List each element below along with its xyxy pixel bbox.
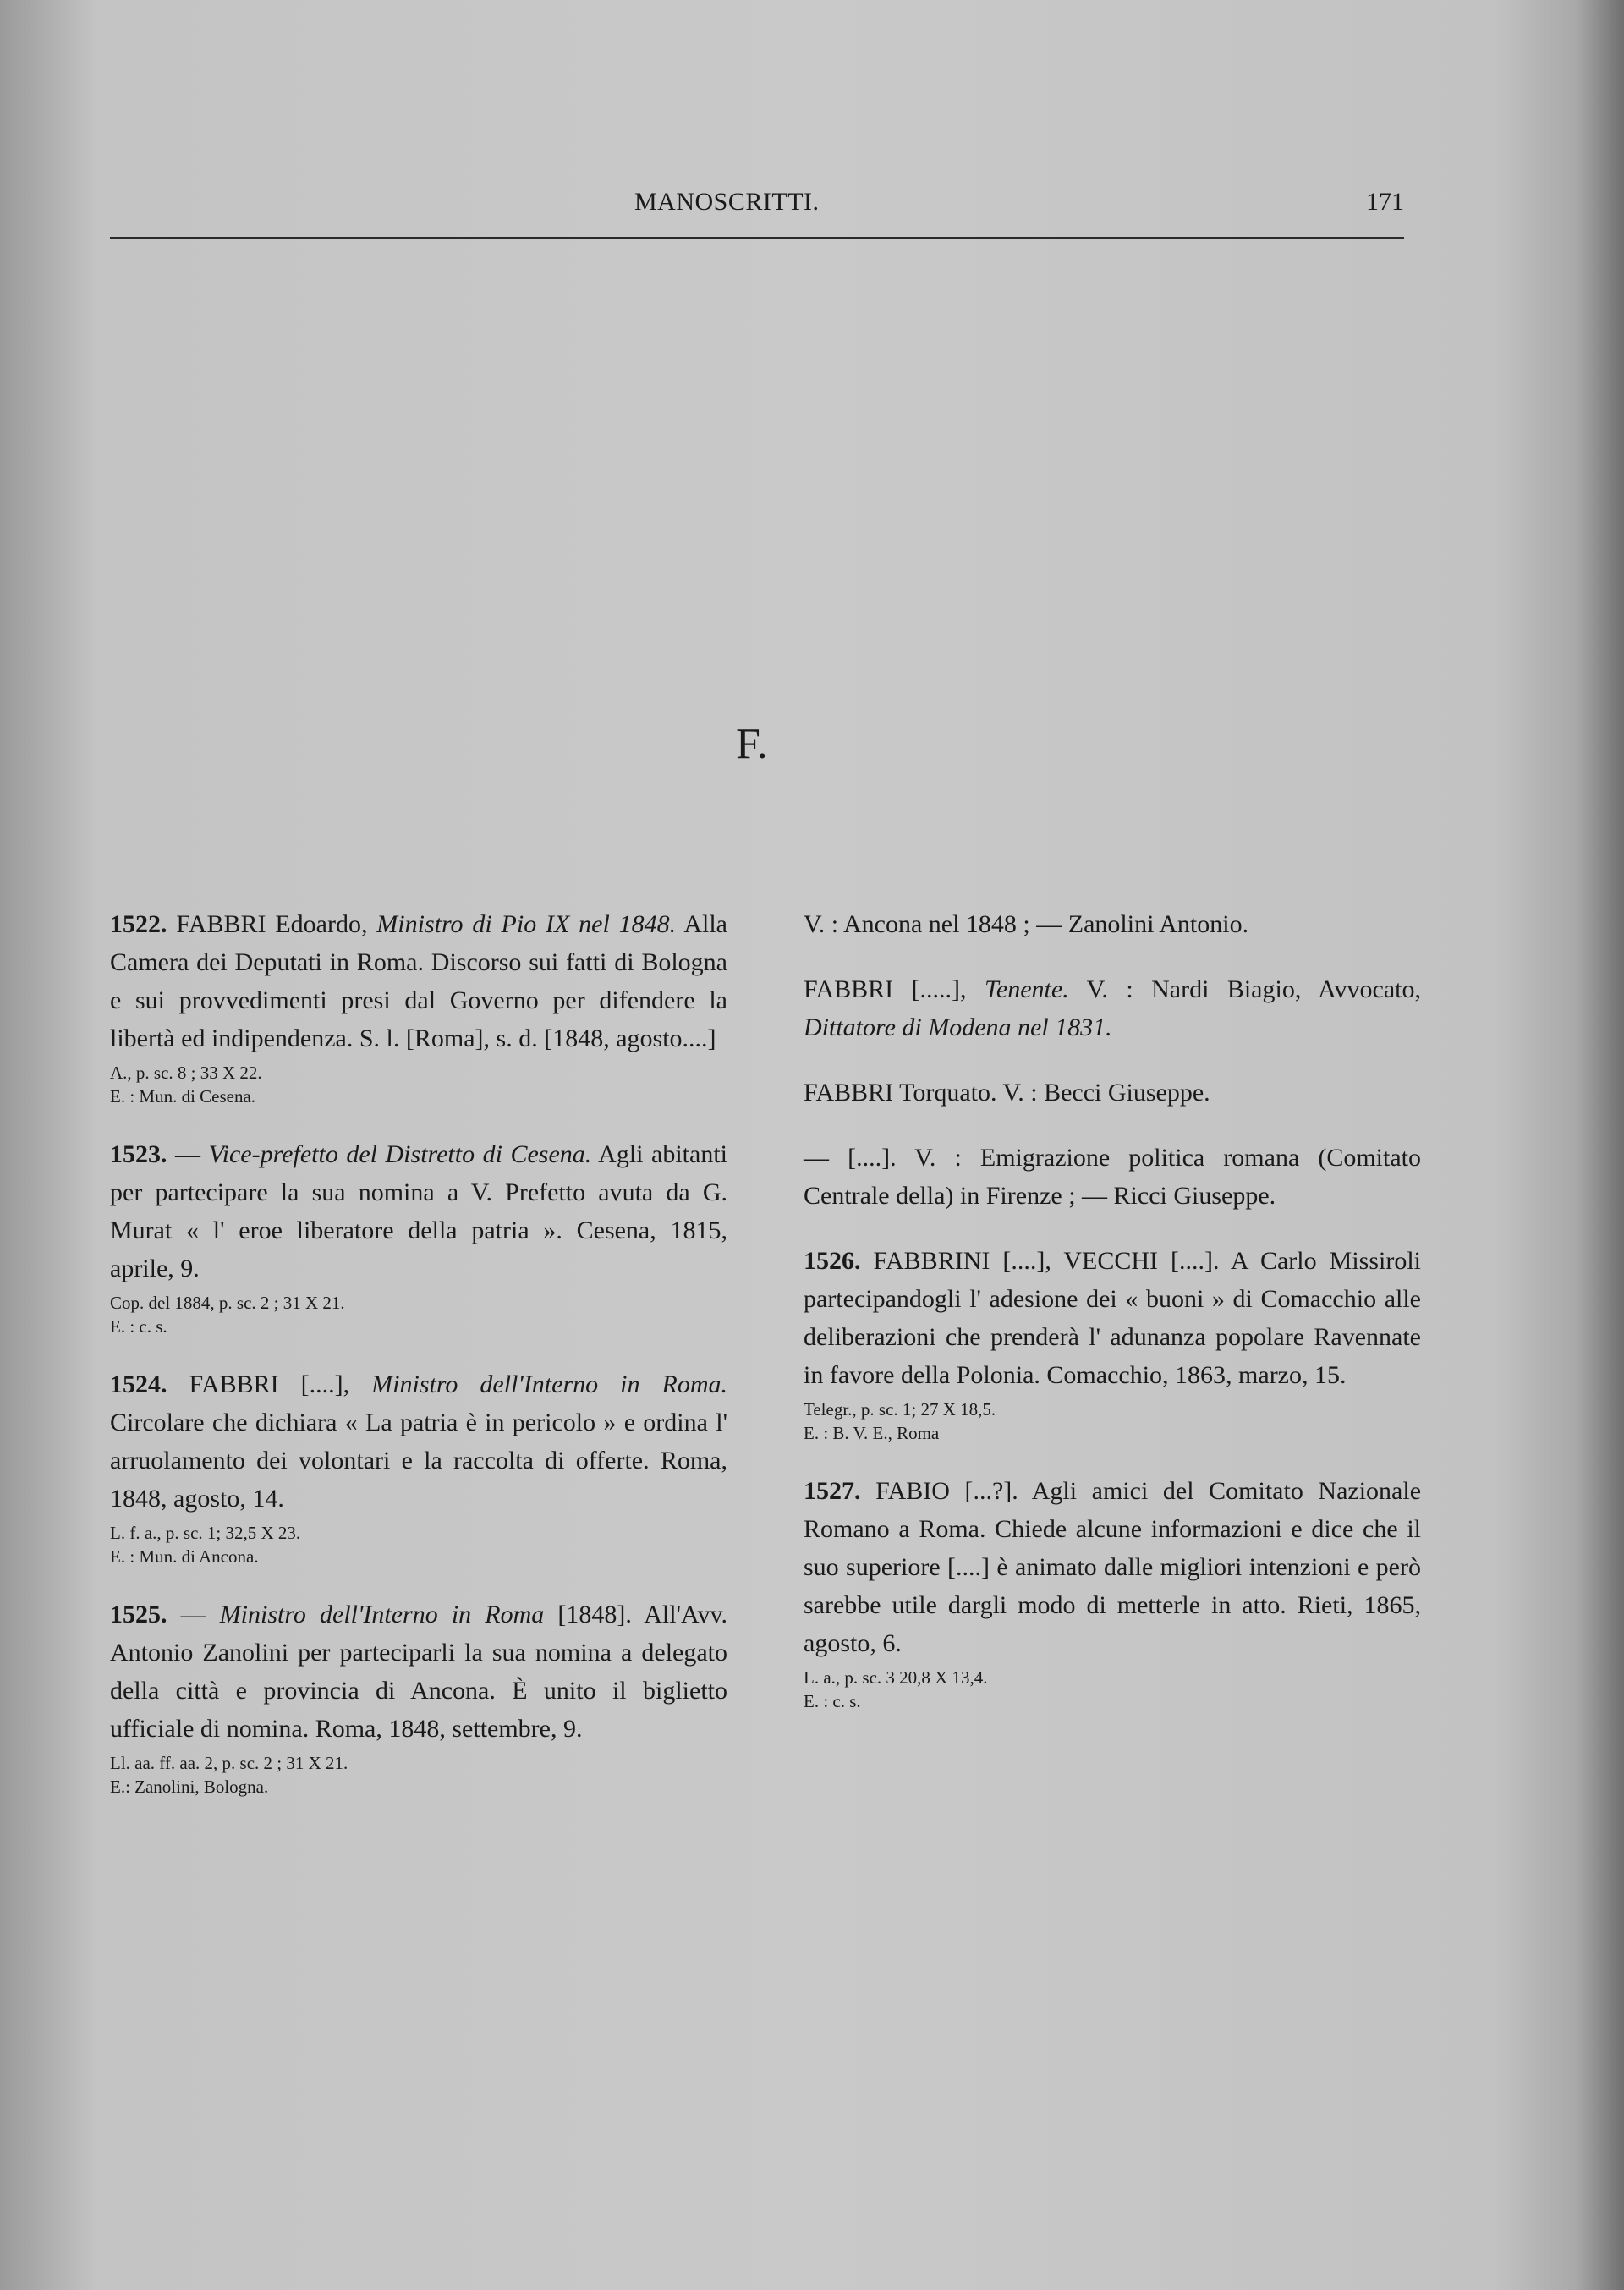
cross-reference-text: V. : Ancona nel 1848 ; — Zanolini Antonio. xyxy=(804,910,1249,938)
page-header xyxy=(110,188,1404,222)
catalog-entry-1524 xyxy=(110,1365,727,1568)
cross-reference-tenente xyxy=(804,970,1421,1046)
cross-reference-emigrazione xyxy=(804,1139,1421,1215)
entry-number: 1525. xyxy=(110,1601,167,1628)
cross-reference-text: — [....]. V. : Emigrazione politica romana (Comitato Centrale della) in Firenze ; — Ricci Giuseppe. xyxy=(804,1144,1421,1210)
catalog-entry-1525 xyxy=(110,1595,727,1799)
page-number: 171 xyxy=(1366,188,1404,216)
entry-title: Ministro dell'Interno in Roma xyxy=(219,1601,545,1628)
cross-reference-text: FABBRI Torquato. V. : Becci Giuseppe. xyxy=(804,1079,1210,1107)
entry-physical-description: Cop. del 1884, p. sc. 2 ; 31 X 21. xyxy=(110,1293,345,1313)
cross-reference-ancona xyxy=(804,905,1421,943)
entry-author: FABBRI Edoardo, xyxy=(176,910,368,938)
entry-physical-description: L. f. a., p. sc. 1; 32,5 X 23. xyxy=(110,1523,301,1543)
header-rule xyxy=(110,237,1404,239)
entry-location: E.: Zanolini, Bologna. xyxy=(110,1777,269,1797)
entry-meta xyxy=(804,1666,1421,1713)
left-column xyxy=(110,905,727,1826)
entry-description: FABBRINI [....], VECCHI [....]. A Carlo Missiroli partecipandogli l' adesione dei « buoni » di Comacchio alle deliberazioni che prenderà l' adunanza popolare Ravennate in favore della Polonia. Comacchio, 1863, marzo, 15. xyxy=(804,1247,1422,1389)
entry-physical-description: L. a., p. sc. 3 20,8 X 13,4. xyxy=(804,1667,988,1688)
cross-reference-torquato xyxy=(804,1074,1421,1112)
entry-author: — xyxy=(180,1601,206,1628)
right-column xyxy=(804,905,1421,1740)
cross-reference-author: FABBRI [.....], xyxy=(804,975,967,1003)
entry-description: Alla Camera dei Deputati in Roma. Discorso sui fatti di Bologna e sui provvedimenti presi dal Governo per difendere la libertà ed indipendenza. S. l. [Roma], s. d. [1848, agosto....] xyxy=(110,910,727,1052)
entry-description: Circolare che dichiara « La patria è in pericolo » e ordina l' arruolamento dei volontari e la raccolta di offerte. Roma, 1848, agosto, 14. xyxy=(110,1409,727,1513)
running-title: MANOSCRITTI. xyxy=(634,188,820,216)
entry-meta xyxy=(110,1521,727,1568)
entry-location: E. : Mun. di Ancona. xyxy=(110,1546,259,1567)
entry-meta xyxy=(110,1061,727,1108)
catalog-entry-1523 xyxy=(110,1135,727,1338)
entry-meta xyxy=(110,1291,727,1338)
entry-title: Ministro dell'Interno in Roma. xyxy=(371,1370,727,1398)
entry-title: Ministro di Pio IX nel 1848. xyxy=(376,910,677,938)
entry-meta xyxy=(110,1751,727,1799)
entry-number: 1522. xyxy=(110,910,167,938)
entry-meta xyxy=(804,1398,1421,1445)
entry-location: E. : Mun. di Cesena. xyxy=(110,1086,256,1107)
entry-description: [1848]. All'Avv. Antonio Zanolini per parteciparli la sua nomina a delegato della città e provincia di Ancona. È unito il biglietto ufficiale di nomina. Roma, 1848, settembre, 9. xyxy=(110,1601,727,1743)
entry-physical-description: Telegr., p. sc. 1; 27 X 18,5. xyxy=(804,1399,996,1420)
catalog-entry-1522 xyxy=(110,905,727,1108)
entry-location: E. : B. V. E., Roma xyxy=(804,1423,940,1443)
section-letter: F. xyxy=(736,720,768,768)
entry-title: Vice-prefetto del Distretto di Cesena. xyxy=(208,1140,592,1168)
cross-reference-title: Tenente. xyxy=(985,975,1069,1003)
cross-reference-text: V. : Nardi Biagio, Avvocato, xyxy=(1086,975,1422,1003)
entry-location: E. : c. s. xyxy=(804,1691,861,1711)
entry-description: FABIO [...?]. Agli amici del Comitato Nazionale Romano a Roma. Chiede alcune informazioni e dice che il suo superiore [....] è animato dalle migliori intenzioni e però sarebbe utile dargli modo di metterle in atto. Rieti, 1865, agosto, 6. xyxy=(804,1477,1422,1657)
entry-location: E. : c. s. xyxy=(110,1316,167,1337)
catalog-entry-1526 xyxy=(804,1242,1421,1445)
cross-reference-title-2: Dittatore di Modena nel 1831. xyxy=(804,1013,1112,1041)
entry-number: 1524. xyxy=(110,1370,167,1398)
entry-number: 1527. xyxy=(804,1477,861,1505)
catalog-entry-1527 xyxy=(804,1472,1421,1713)
entry-number: 1526. xyxy=(804,1247,861,1275)
entry-number: 1523. xyxy=(110,1140,167,1168)
entry-author: — xyxy=(175,1140,201,1168)
book-page xyxy=(110,0,1422,2290)
entry-physical-description: Ll. aa. ff. aa. 2, p. sc. 2 ; 31 X 21. xyxy=(110,1753,348,1773)
entry-physical-description: A., p. sc. 8 ; 33 X 22. xyxy=(110,1063,262,1083)
entry-description: Agli abitanti per partecipare la sua nomina a V. Prefetto avuta da G. Murat « l' eroe liberatore della patria ». Cesena, 1815, aprile, 9. xyxy=(110,1140,727,1282)
entry-author: FABBRI [....], xyxy=(189,1370,350,1398)
